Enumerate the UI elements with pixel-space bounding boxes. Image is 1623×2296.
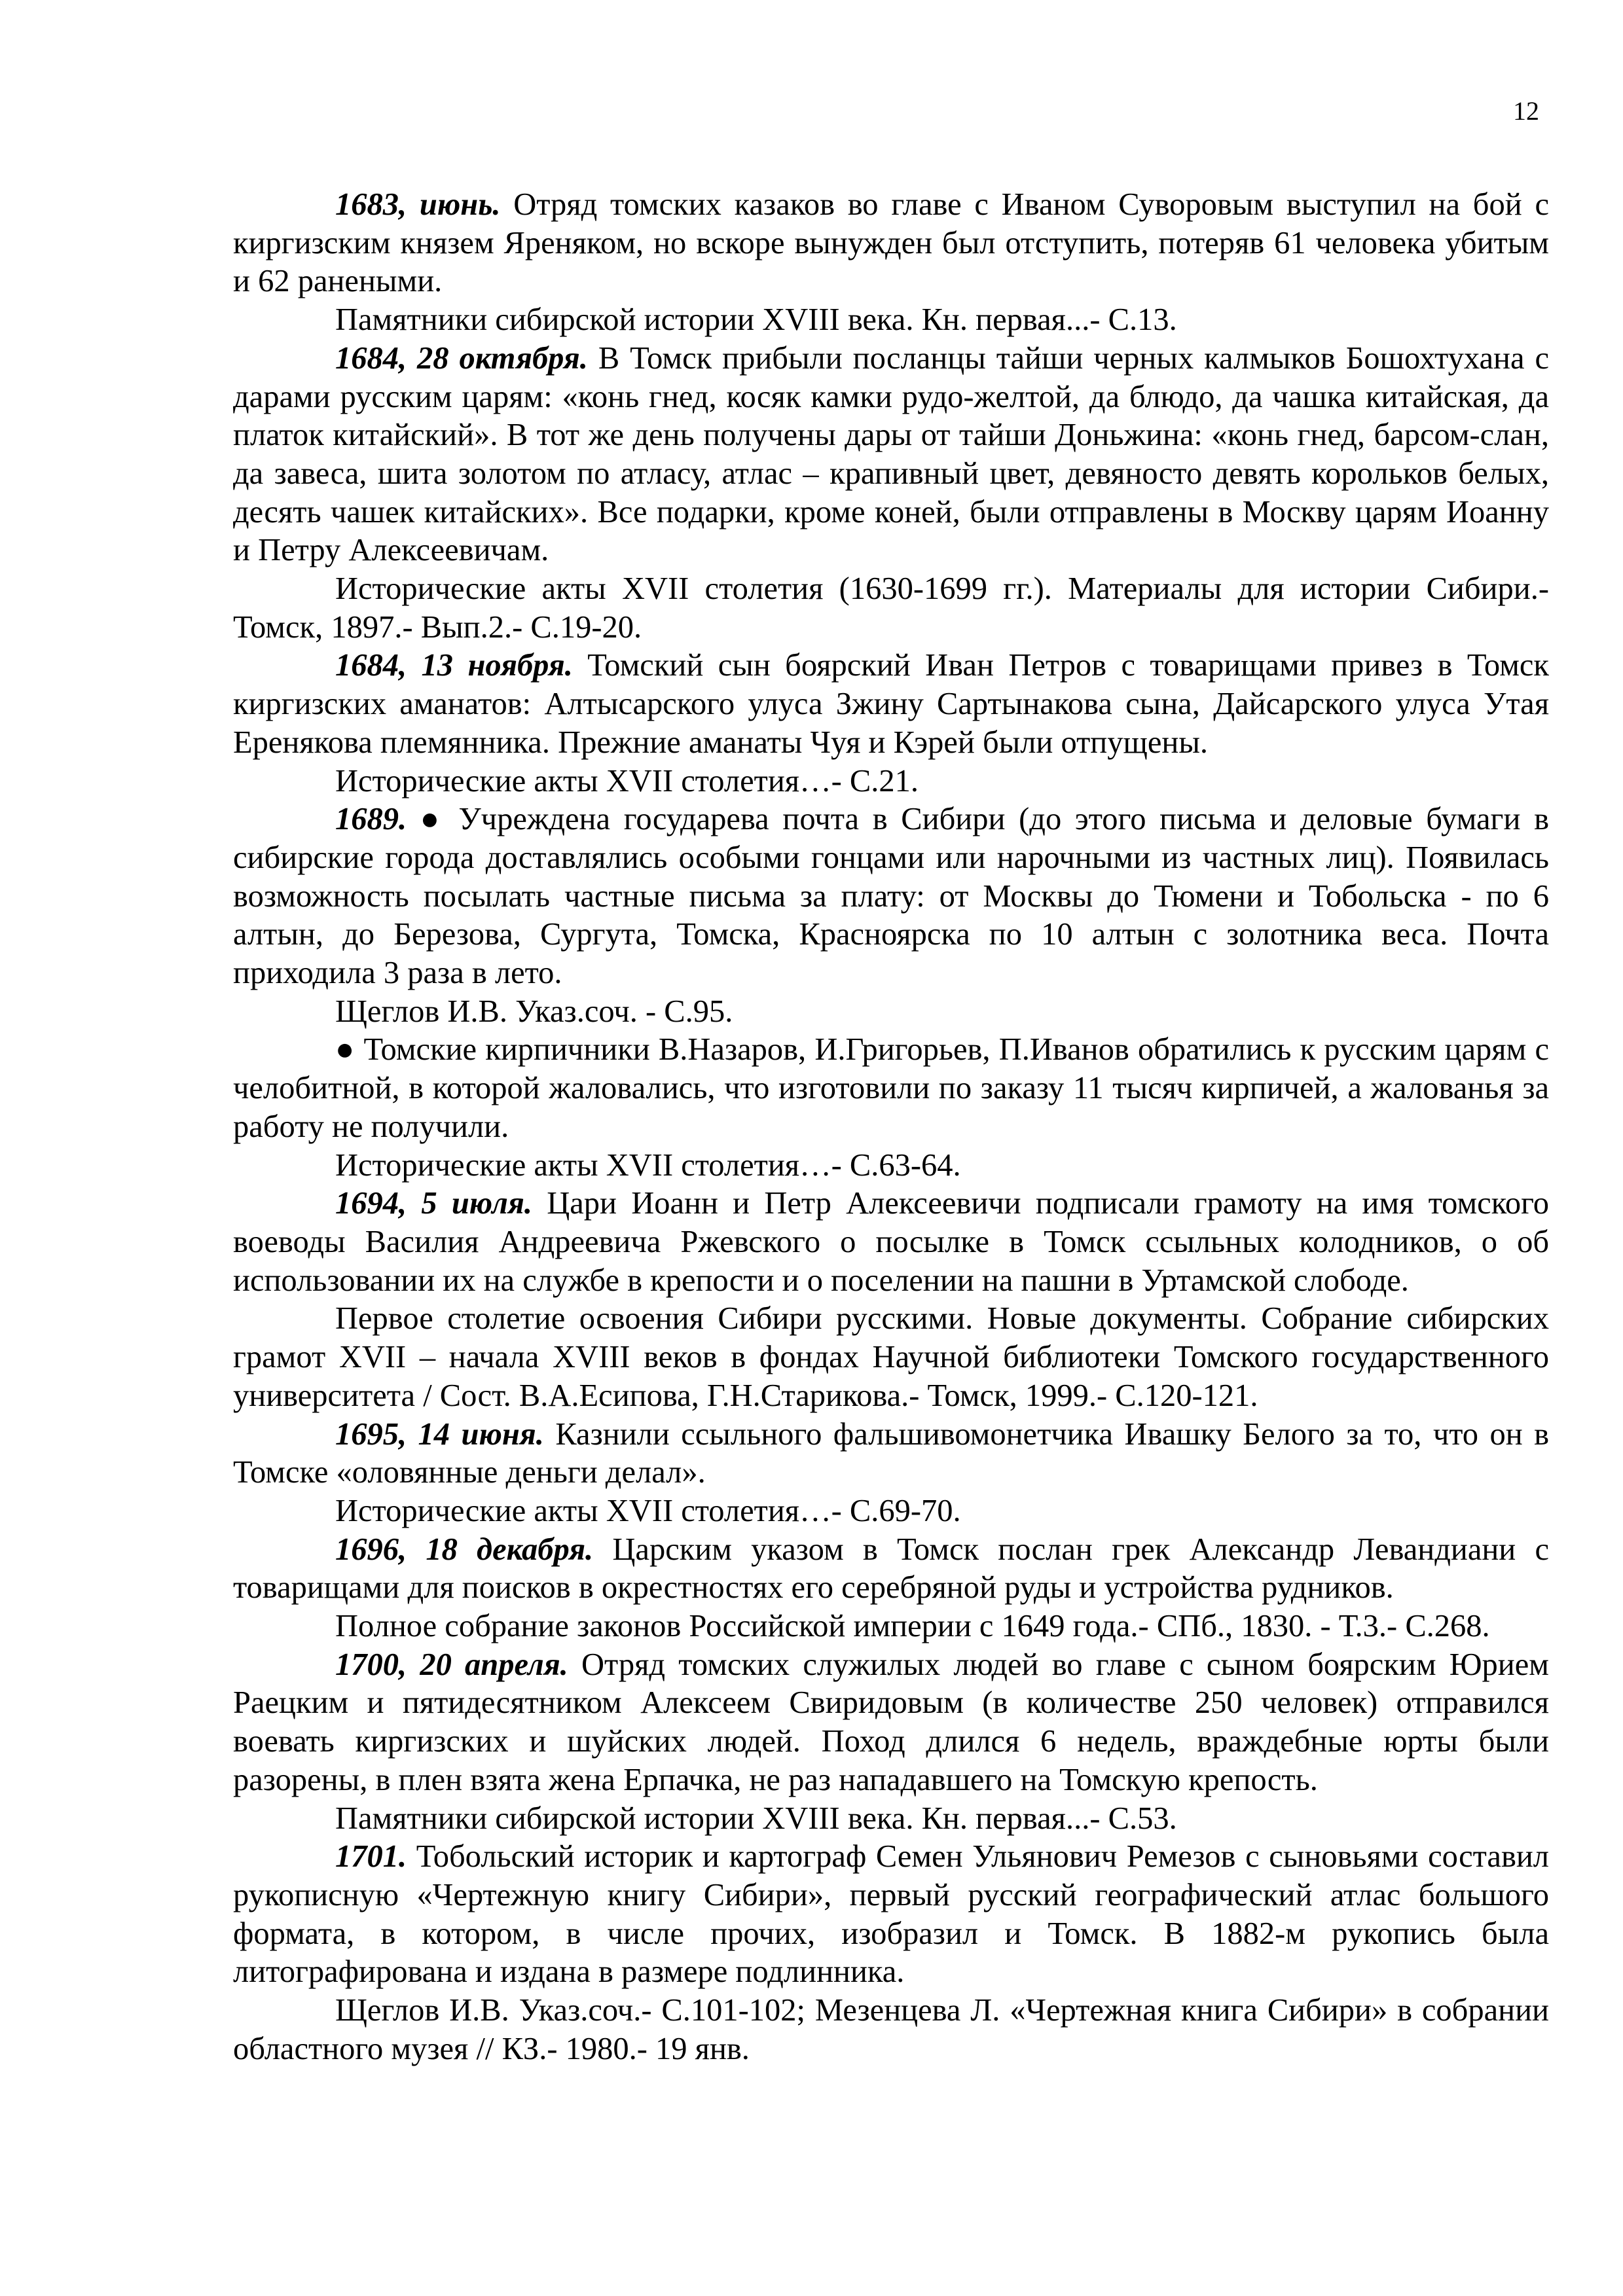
chronicle-text: [233, 186, 1549, 2068]
entry-date: 1684, 28 октября.: [335, 340, 588, 376]
entry-text: Отряд томских казаков во главе с Иваном Суворовым выступил на бой с киргизским князем Яреняком, но вскоре вынужден был отступить, потеряв 61 человека убитым и 62 ранеными.: [233, 187, 1549, 299]
entry-date: 1689.: [335, 802, 407, 837]
entry-1684-oct-28: [233, 340, 1549, 570]
entry-1684-nov-13: [233, 647, 1549, 762]
entry-date: 1700, 20 апреля.: [335, 1647, 568, 1682]
entry-text: Тобольский историк и картограф Семен Ульянович Ремезов с сыновьями составил рукописную «Чертежную книгу Сибири», первый русский географический атлас большого формата, в котором, в числе прочих, изобразил и Томск. В 1882-м рукопись была литографирована и издана в размере подлинника.: [233, 1839, 1549, 1990]
source-reference: Памятники сибирской истории XVIII века. Кн. первая...- С.13.: [335, 302, 1177, 338]
source-reference: Щеглов И.В. Указ.соч. - С.95.: [335, 994, 733, 1029]
entry-1701: [233, 1838, 1549, 1992]
entry-1700-apr-20: [233, 1646, 1549, 1800]
source-reference: Исторические акты XVII столетия…- С.21.: [335, 763, 919, 798]
source-reference: Исторические акты XVII столетия…- С.69-70.: [335, 1493, 961, 1528]
entry-1695-jun-14: [233, 1416, 1549, 1492]
entry-text: Казнили ссыльного фальшивомонетчика Ивашку Белого за то, что он в Томске «оловянные деньги делал».: [233, 1416, 1549, 1490]
entry-text: Цари Иоанн и Петр Алексеевичи подписали грамоту на имя томского воеводы Василия Андреевича Ржевского о посылке в Томск ссыльных колодников, о об использовании их на службе в крепости и о поселении на пашни в Уртамской слободе.: [233, 1186, 1549, 1298]
source-reference: Памятники сибирской истории XVIII века. Кн. первая...- С.53.: [335, 1801, 1177, 1836]
entry-date: 1695, 14 июня.: [335, 1416, 544, 1452]
entry-text: Отряд томских служилых людей во главе с сыном боярским Юрием Раецким и пятидесятником Алексеем Свиридовым (в количестве 250 человек) отправился воевать киргизских и шуйских людей. Поход длился 6 недель, враждебные юрты были разорены, в плен взята жена Ерпачка, не раз нападавшего на Томскую крепость.: [233, 1647, 1549, 1797]
entry-1689: [233, 800, 1549, 993]
entry-text: В Томск прибыли посланцы тайши черных калмыков Бошохтухана с дарами русским царям: «конь гнед, косяк камки рудо-желтой, да блюдо, да чашка китайская, да платок китайский». В тот же день получены дары от тайши Доньжина: «конь гнед, барсом-слан, да завеса, шита золотом по атласу, атлас – крапивный цвет, девяносто девять корольков белых, десять чашек китайских». Все подарки, кроме коней, были отправлены в Москву царям Иоанну и Петру Алексеевичам.: [233, 340, 1549, 568]
source-reference: Исторические акты XVII столетия (1630-1699 гг.). Материалы для истории Сибири.- Томск, 1897.- Вып.2.- С.19-20.: [233, 571, 1549, 645]
entry-text: Царским указом в Томск послан грек Александр Левандиани с товарищами для поисков в окрестностях его серебряной руды и устройства рудников.: [233, 1532, 1549, 1605]
entry-bullet: ● Томские кирпичники В.Назаров, И.Григорьев, П.Иванов обратились к русским царям с челобитной, в которой жаловались, что изготовили по заказу 11 тысяч кирпичей, а жалованья за работу не получили.: [233, 1032, 1549, 1144]
entry-1683-june: [233, 186, 1549, 301]
source-reference: Щеглов И.В. Указ.соч.- С.101-102; Мезенцева Л. «Чертежная книга Сибири» в собрании областного музея // КЗ.- 1980.- 19 янв.: [233, 1993, 1549, 2066]
entry-date: 1694, 5 июля.: [335, 1186, 532, 1221]
entry-date: 1696, 18 декабря.: [335, 1532, 594, 1567]
entry-date: 1684, 13 ноября.: [335, 648, 573, 683]
page-number: 12: [1513, 96, 1539, 126]
source-reference: Полное собрание законов Российской империи с 1649 года.- СПб., 1830. - Т.3.- С.268.: [335, 1609, 1490, 1644]
entry-1696-dec-18: [233, 1531, 1549, 1607]
entry-date: 1701.: [335, 1839, 407, 1874]
entry-text: Томский сын боярский Иван Петров с товарищами привез в Томск киргизских аманатов: Алтысарского улуса Зжину Сартынакова сына, Дайсарского улуса Утая Еренякова племянника. Прежние аманаты Чуя и Кэрей были отпущены.: [233, 648, 1549, 760]
entry-1694-jul-5: [233, 1185, 1549, 1300]
source-reference: Первое столетие освоения Сибири русскими. Новые документы. Собрание сибирских грамот XVII – начала XVIII веков в фондах Научной библиотеки Томского государственного университета / Сост. В.А.Есипова, Г.Н.Старикова.- Томск, 1999.- С.120-121.: [233, 1301, 1549, 1413]
source-reference: Исторические акты XVII столетия…- С.63-64.: [335, 1147, 961, 1183]
entry-date: 1683, июнь.: [335, 187, 501, 222]
entry-text: ● Учреждена государева почта в Сибири (до этого письма и деловые бумаги в сибирские города доставлялись особыми гонцами или нарочными из частных лиц). Появилась возможность посылать частные письма за плату: от Москвы до Тюмени и Тобольска - по 6 алтын, до Березова, Сургута, Томска, Красноярска по 10 алтын с золотника веса. Почта приходила 3 раза в лето.: [233, 802, 1549, 991]
